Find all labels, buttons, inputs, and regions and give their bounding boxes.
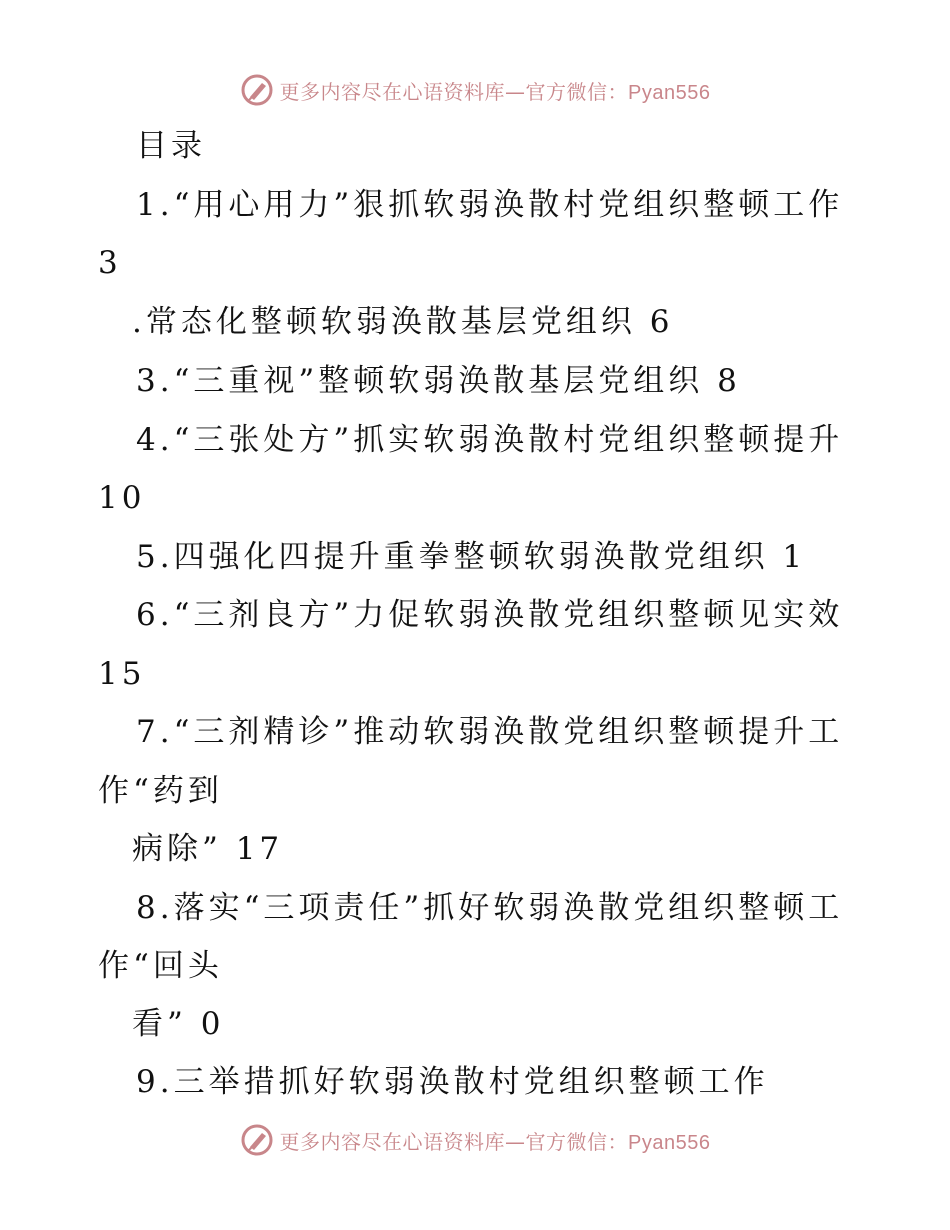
toc-line: 6.“三剂良方”力促软弱涣散党组织整顿见实效 <box>136 597 844 633</box>
toc-line: 5.四强化四提升重拳整顿软弱涣散党组织 1 <box>136 539 807 575</box>
toc-line: 3 <box>98 245 122 281</box>
toc-line: 7.“三剂精诊”推动软弱涣散党组织整顿提升工 <box>136 714 844 750</box>
watermark-text: 更多内容尽在心语资料库—官方微信：Pyan556 <box>279 79 711 104</box>
toc-heading: 目录 <box>136 128 206 164</box>
toc-line: 9.三举措抓好软弱涣散村党组织整顿工作 <box>136 1064 769 1100</box>
watermark-text: 更多内容尽在心语资料库—官方微信：Pyan556 <box>279 1129 711 1154</box>
toc-line: .常态化整顿软弱涣散基层党组织 6 <box>132 304 674 340</box>
watermark-wechat-id: Pyan556 <box>628 81 711 104</box>
toc-line: 病除” 17 <box>132 831 284 867</box>
watermark-wechat-id: Pyan556 <box>628 1131 711 1154</box>
toc-line: 4.“三张处方”抓实软弱涣散村党组织整顿提升 <box>136 422 844 458</box>
pen-logo-icon <box>240 1123 274 1157</box>
toc-line: 10 <box>98 480 146 516</box>
toc-line: 15 <box>98 656 146 692</box>
toc-line: 1.“用心用力”狠抓软弱涣散村党组织整顿工作 <box>136 187 844 223</box>
toc-line: 8.落实“三项责任”抓好软弱涣散党组织整顿工 <box>136 890 844 926</box>
watermark-footer <box>0 1120 950 1160</box>
toc-line: 作“药到 <box>98 773 223 809</box>
toc-line: 3.“三重视”整顿软弱涣散基层党组织 8 <box>136 363 741 399</box>
toc-line: 看” 0 <box>132 1006 225 1042</box>
toc-line: 作“回头 <box>98 948 223 984</box>
